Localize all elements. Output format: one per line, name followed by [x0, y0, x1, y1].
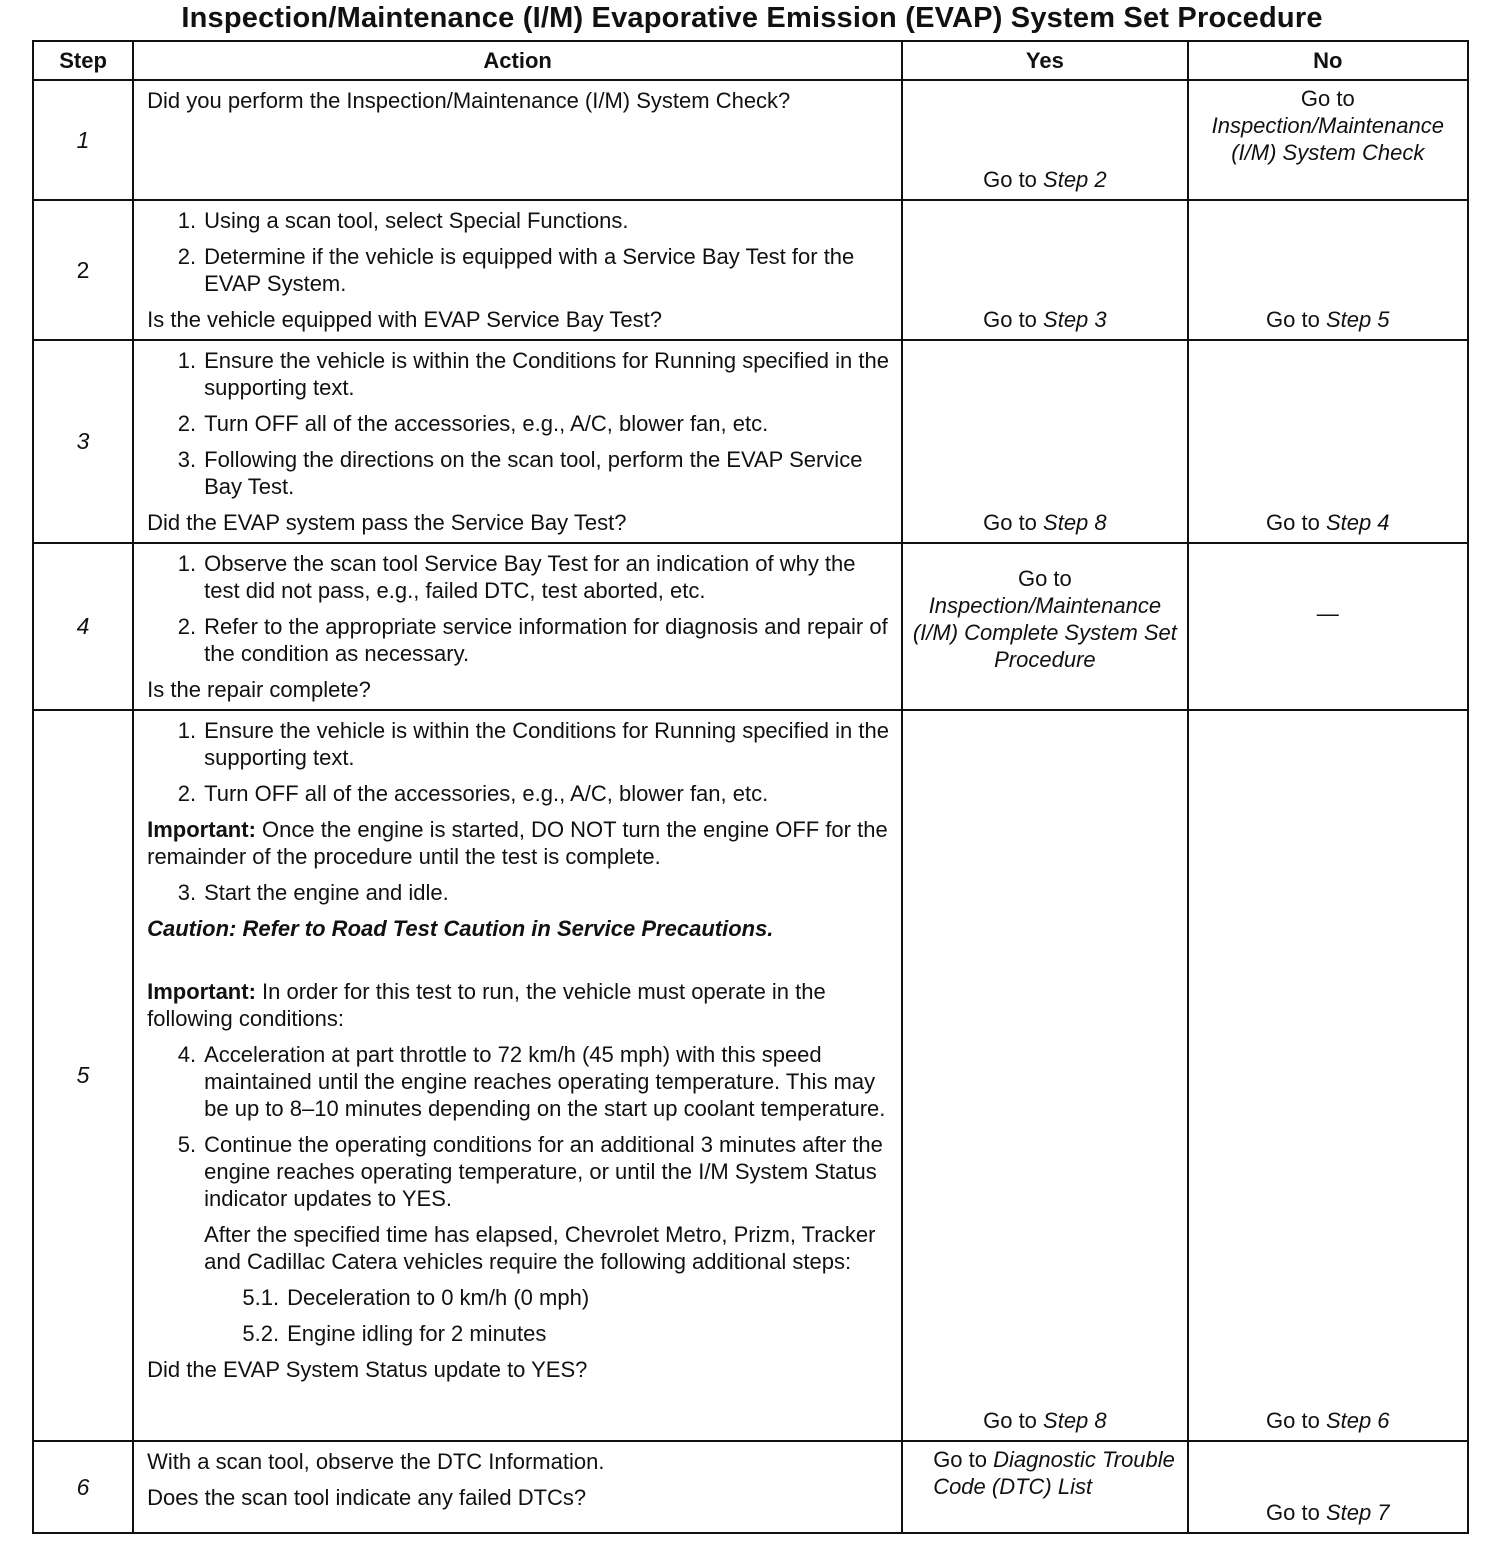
no-link[interactable]: Step 6: [1325, 1408, 1390, 1433]
no-cell: [1188, 710, 1468, 1441]
important-note: [147, 816, 891, 870]
action-cell: [133, 80, 902, 200]
item-number: 1.: [177, 551, 197, 576]
yes-cell: [902, 543, 1187, 710]
table-row: [33, 340, 1468, 543]
item-text: Ensure the vehicle is within the Conditions for Running specified in the supporting text.: [204, 718, 889, 770]
item-text: Refer to the appropriate service information for diagnosis and repair of the condition as necessary.: [204, 614, 888, 666]
item-number: 5.: [177, 1132, 197, 1157]
yes-cell: [902, 80, 1187, 200]
yes-link[interactable]: Inspection/Maintenance (I/M) Complete System Set Procedure: [912, 592, 1177, 672]
item-number: 3.: [177, 447, 197, 472]
yes-link[interactable]: Step 8: [1043, 1408, 1107, 1433]
yes-cell: [902, 340, 1187, 543]
list-item: [147, 717, 891, 771]
list-item: [147, 446, 891, 500]
important-text: In order for this test to run, the vehicle must operate in the following conditions:: [147, 979, 826, 1031]
spacer: [147, 951, 891, 978]
action-cell: [133, 340, 902, 543]
no-link[interactable]: Step 5: [1325, 307, 1390, 332]
step-question: Did the EVAP System Status update to YES?: [147, 1357, 588, 1382]
no-link[interactable]: Inspection/Maintenance (I/M) System Check: [1211, 113, 1444, 165]
list-item: [147, 347, 891, 401]
yes-prefix: Go to: [933, 1447, 994, 1472]
table-row: [33, 200, 1468, 340]
no-cell: [1188, 1441, 1468, 1533]
header-no: No: [1188, 41, 1468, 80]
important-text: Once the engine is started, DO NOT turn the engine OFF for the remainder of the procedure until the test is complete.: [147, 817, 888, 869]
no-prefix: Go to: [1266, 1408, 1326, 1433]
item-number: 5.1.: [242, 1285, 280, 1310]
table-row: [33, 710, 1468, 1441]
important-note: [147, 978, 891, 1032]
item-text: Continue the operating conditions for an additional 3 minutes after the engine reaches operating temperature, or until the I/M System Status indicator updates to YES.: [204, 1132, 883, 1211]
item-text: Turn OFF all of the accessories, e.g., A/C, blower fan, etc.: [204, 781, 769, 806]
yes-cell: [902, 200, 1187, 340]
after-note: After the specified time has elapsed, Chevrolet Metro, Prizm, Tracker and Cadillac Catera vehicles require the following additional steps:: [204, 1222, 876, 1274]
step-question: Is the repair complete?: [147, 677, 371, 702]
action-cell: [133, 200, 902, 340]
no-prefix: Go to: [1300, 86, 1355, 111]
list-item: [147, 207, 891, 234]
list-item: [147, 410, 891, 437]
no-cell: [1188, 200, 1468, 340]
item-number: 2.: [177, 614, 197, 639]
action-cell: [133, 543, 902, 710]
step-question: Is the vehicle equipped with EVAP Service Bay Test?: [147, 307, 662, 332]
no-prefix: Go to: [1266, 1500, 1326, 1525]
step-number: 3: [33, 340, 133, 543]
list-item: [147, 879, 891, 906]
page-title: Inspection/Maintenance (I/M) Evaporative Emission (EVAP) System Set Procedure: [181, 2, 1323, 34]
item-number: 1.: [177, 718, 197, 743]
item-text: Using a scan tool, select Special Functions.: [204, 208, 629, 233]
header-yes: Yes: [902, 41, 1187, 80]
item-number: 2.: [177, 244, 197, 269]
list-item: [147, 1041, 891, 1122]
item-number: 1.: [177, 348, 197, 373]
yes-link[interactable]: Step 3: [1043, 307, 1107, 332]
yes-cell: [902, 710, 1187, 1441]
no-cell: [1188, 80, 1468, 200]
yes-prefix: Go to: [983, 167, 1044, 192]
item-number: 1.: [177, 208, 197, 233]
table-row: [33, 543, 1468, 710]
list-item: [147, 613, 891, 667]
item-text: Deceleration to 0 km/h (0 mph): [287, 1285, 590, 1310]
no-prefix: Go to: [1266, 307, 1326, 332]
list-item: [147, 1320, 891, 1347]
list-item: [147, 1131, 891, 1212]
item-text: Following the directions on the scan tool, perform the EVAP Service Bay Test.: [204, 447, 863, 499]
step-question: Did you perform the Inspection/Maintenance (I/M) System Check?: [147, 88, 791, 113]
item-number: 2.: [177, 411, 197, 436]
no-link[interactable]: Step 4: [1325, 510, 1390, 535]
no-dash: —: [1316, 601, 1339, 626]
table-row: [33, 1441, 1468, 1533]
item-number: 2.: [177, 781, 197, 806]
no-cell: [1188, 340, 1468, 543]
item-text: Determine if the vehicle is equipped with a Service Bay Test for the EVAP System.: [204, 244, 855, 296]
important-label: Important:: [147, 979, 256, 1004]
yes-cell: [902, 1441, 1187, 1533]
step-number: 4: [33, 543, 133, 710]
header-row: [33, 41, 1468, 80]
list-item: [147, 243, 891, 297]
item-number: 3.: [177, 880, 197, 905]
step-question: Did the EVAP system pass the Service Bay Test?: [147, 510, 627, 535]
item-text: Start the engine and idle.: [204, 880, 449, 905]
table-row: [33, 80, 1468, 200]
header-action: Action: [133, 41, 902, 80]
step-question: Does the scan tool indicate any failed DTCs?: [147, 1485, 587, 1510]
step-number: 1: [33, 80, 133, 200]
item-text: Acceleration at part throttle to 72 km/h (45 mph) with this speed maintained until the engine reaches operating temperature. This may be up to 8–10 minutes depending on the start up coolant temperature.: [204, 1042, 886, 1121]
header-step: Step: [33, 41, 133, 80]
step-number: 2: [33, 200, 133, 340]
item-number: 4.: [177, 1042, 197, 1067]
list-item: [147, 1284, 891, 1311]
step-number: 6: [33, 1441, 133, 1533]
item-text: Observe the scan tool Service Bay Test for an indication of why the test did not pass, e.g., failed DTC, test aborted, etc.: [204, 551, 856, 603]
no-cell: [1188, 543, 1468, 710]
yes-link[interactable]: Step 8: [1043, 510, 1107, 535]
caution-note: Caution: Refer to Road Test Caution in Service Precautions.: [147, 916, 774, 941]
item-text: Engine idling for 2 minutes: [287, 1321, 547, 1346]
yes-prefix: Go to: [1017, 565, 1072, 591]
item-number: 5.2.: [242, 1321, 280, 1346]
yes-link[interactable]: Diagnostic Trouble Code (DTC) List: [933, 1447, 1175, 1499]
no-prefix: Go to: [1266, 510, 1326, 535]
procedure-table: [32, 40, 1469, 1534]
item-text: Ensure the vehicle is within the Conditions for Running specified in the supporting text.: [204, 348, 889, 400]
step-number: 5: [33, 710, 133, 1441]
important-label: Important:: [147, 817, 256, 842]
list-item: [147, 550, 891, 604]
no-link[interactable]: Step 7: [1325, 1500, 1390, 1525]
action-cell: [133, 1441, 902, 1533]
item-text: Turn OFF all of the accessories, e.g., A/C, blower fan, etc.: [204, 411, 769, 436]
action-cell: [133, 710, 902, 1441]
list-item: [147, 780, 891, 807]
yes-prefix: Go to: [983, 307, 1044, 332]
yes-prefix: Go to: [983, 510, 1044, 535]
yes-prefix: Go to: [983, 1408, 1044, 1433]
step-instruction: With a scan tool, observe the DTC Information.: [147, 1449, 605, 1474]
yes-link[interactable]: Step 2: [1043, 167, 1107, 192]
